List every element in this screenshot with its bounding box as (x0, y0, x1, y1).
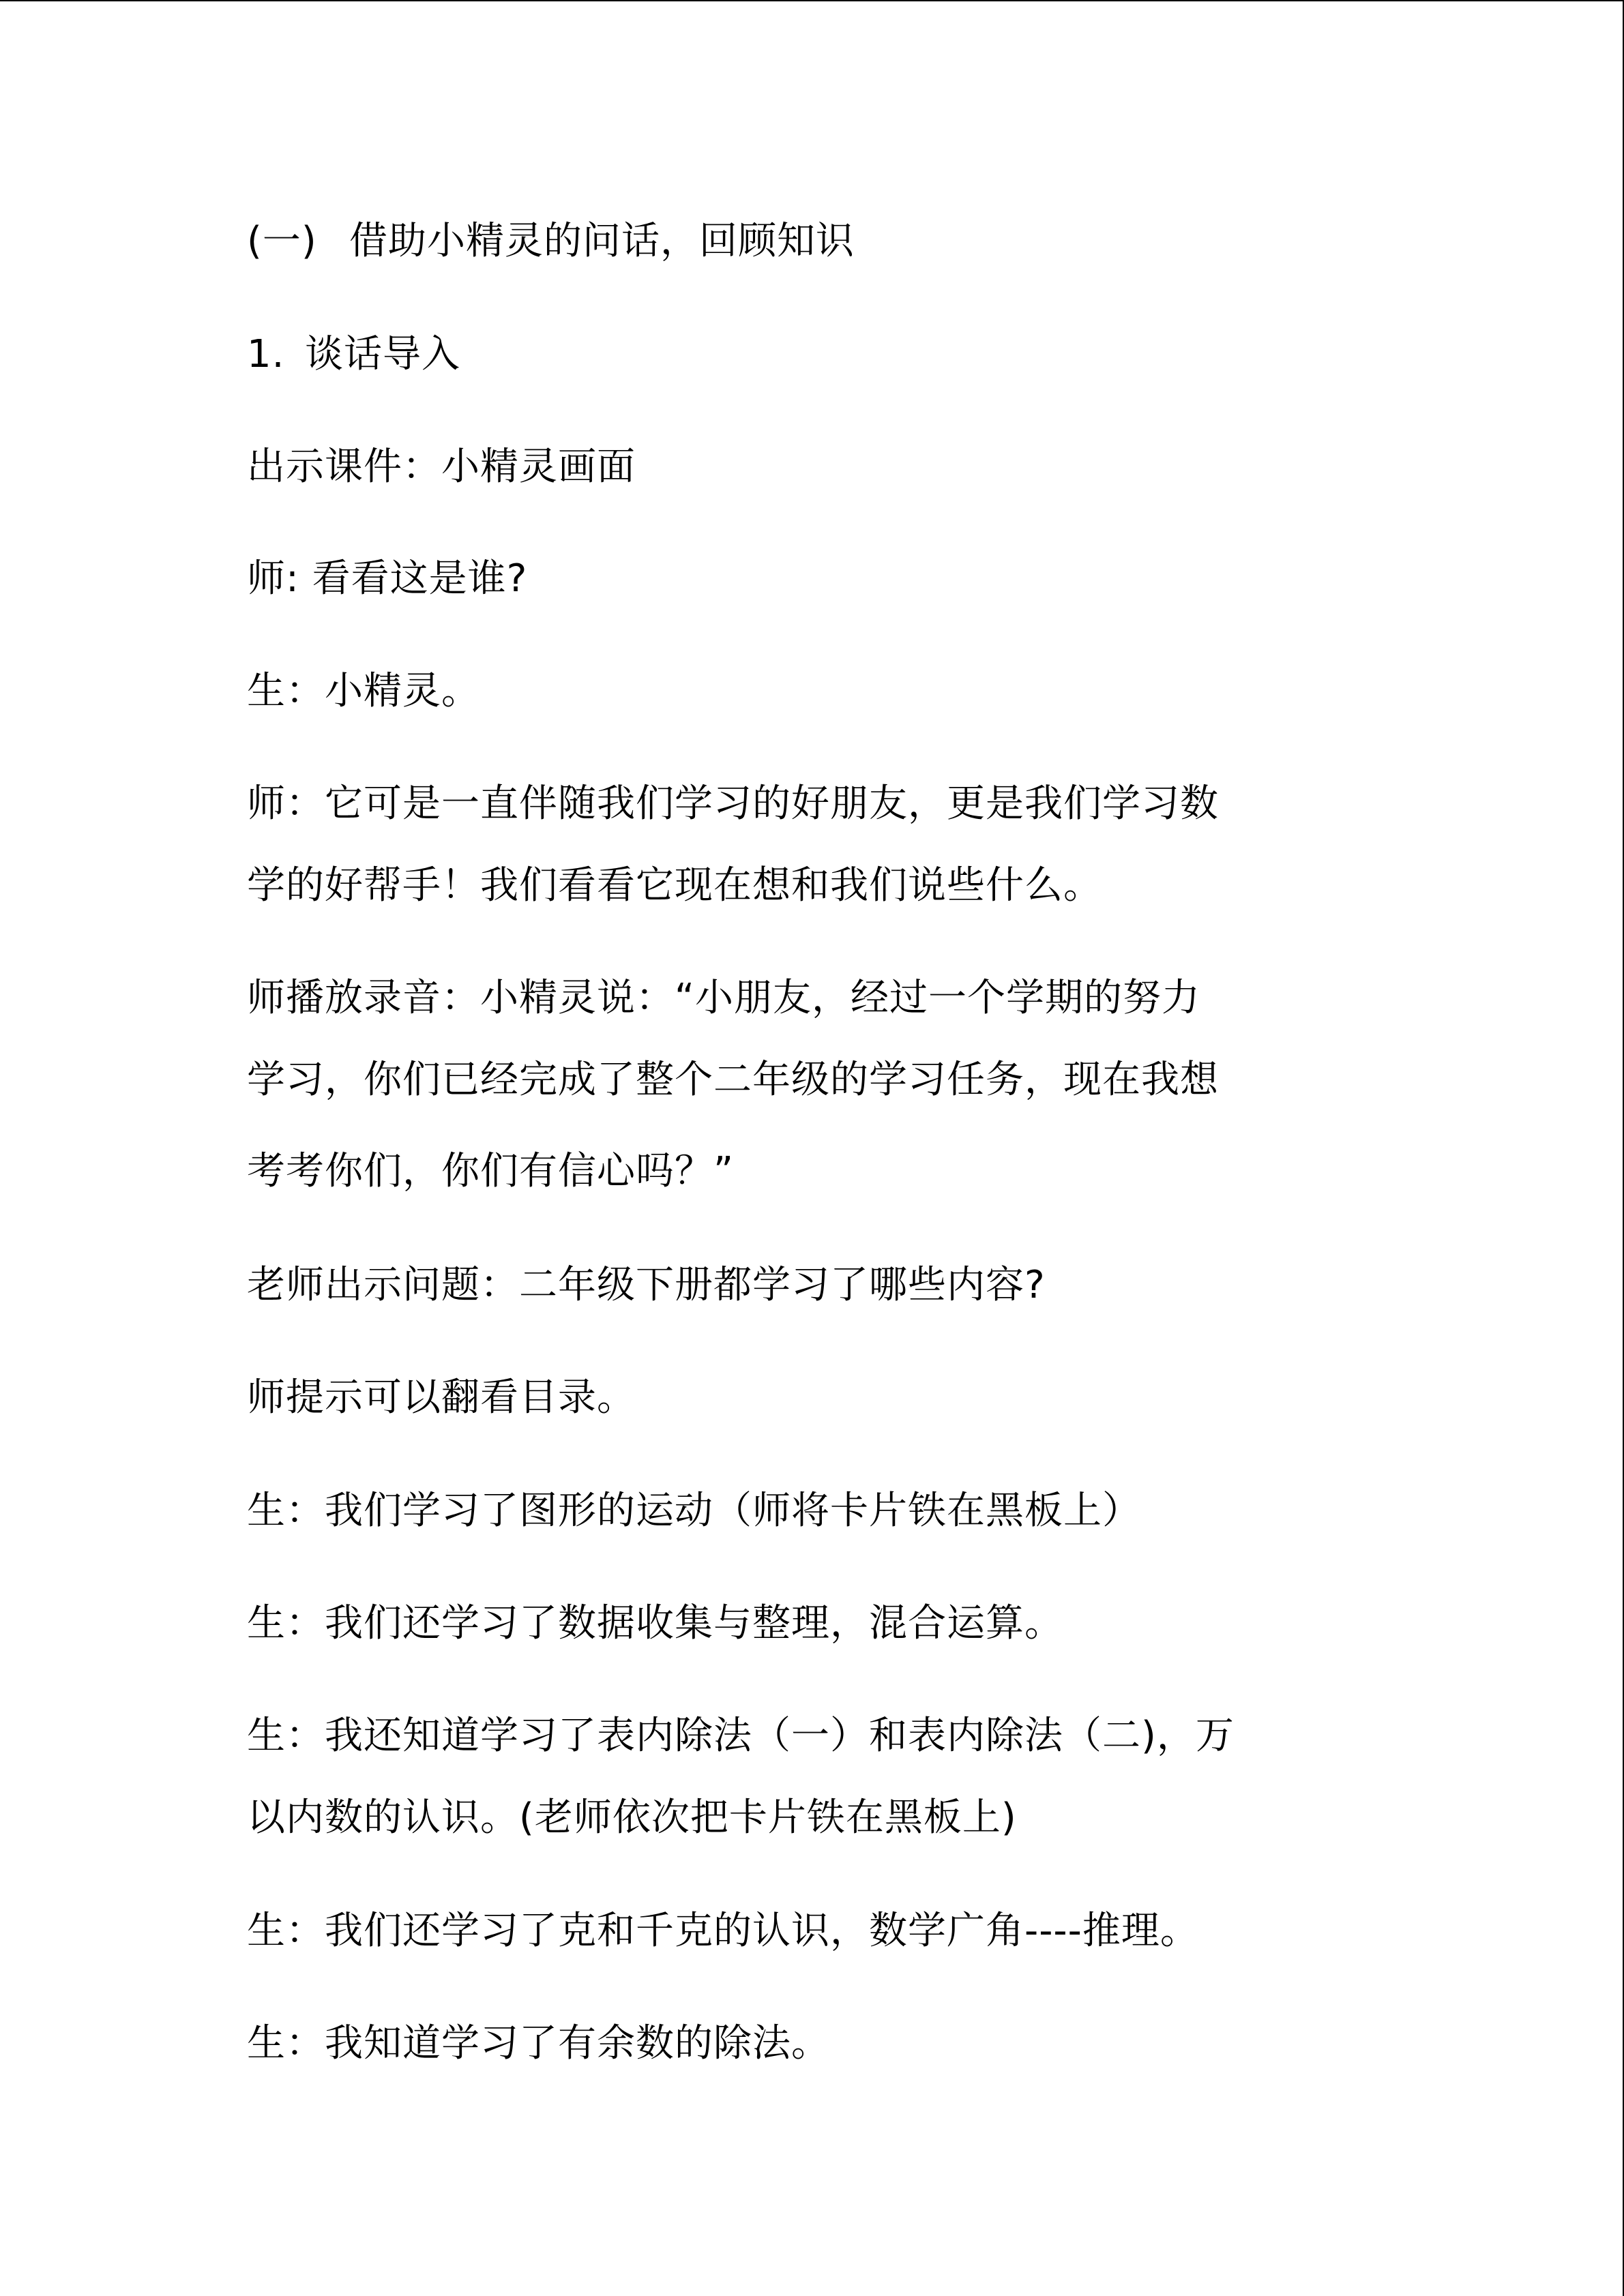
text-line: 生：我们学习了图形的运动（师将卡片铁在黑板上） (247, 1489, 1141, 1533)
text-line: 生：小精灵。 (247, 669, 480, 713)
text-line: 师：它可是一直伴随我们学习的好朋友，更是我们学习数 (247, 781, 1219, 826)
subsection-number: 1. (247, 332, 285, 376)
text-line: 考考你们，你们有信心吗？” (247, 1149, 735, 1193)
text-line: 生：我们还学习了数据收集与整理，混合运算。 (247, 1601, 1063, 1645)
text-line: 生：我知道学习了有余数的除法。 (247, 2021, 830, 2066)
text-line: 师: 看看这是谁? (247, 556, 528, 601)
text-line: 老师出示问题：二年级下册都学习了哪些内容? (247, 1263, 1046, 1307)
text-line: 以内数的认识。(老师依次把卡片铁在黑板上) (247, 1795, 1017, 1840)
subsection-heading (247, 327, 460, 382)
text-line: 生：我们还学习了克和千克的认识，数学广角----推理。 (247, 1909, 1199, 1953)
text-line: 出示课件：小精灵画面 (247, 445, 636, 489)
text-line: 学习，你们已经完成了整个二年级的学习任务，现在我想 (247, 1058, 1219, 1102)
text-line: 师提示可以翻看目录。 (247, 1375, 636, 1420)
text-line: 师播放录音：小精灵说：“小朋友，经过一个学期的努力 (247, 976, 1201, 1020)
text-line: 生：我还知道学习了表内除法（一）和表内除法（二)，万 (247, 1714, 1235, 1758)
text-line: 学的好帮手！我们看看它现在想和我们说些什么。 (247, 863, 1102, 908)
section-number: (一) (247, 219, 317, 263)
section-heading (247, 214, 855, 269)
subsection-title: 谈话导入 (305, 332, 460, 376)
section-title: 借助小精灵的问话，回顾知识 (349, 219, 855, 263)
